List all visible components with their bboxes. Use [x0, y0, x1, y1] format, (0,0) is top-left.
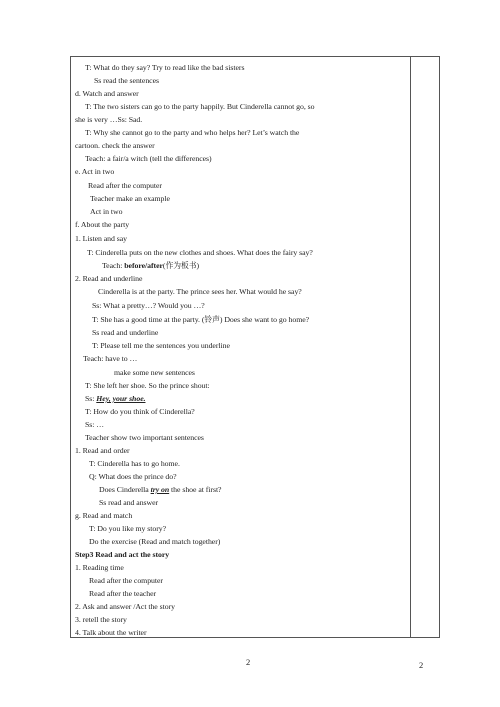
text-line: 3. retell the story: [75, 615, 127, 624]
text-line: g. Read and match: [75, 511, 133, 520]
text-segment: the shoe at first?: [169, 485, 222, 494]
text-line: [102, 261, 199, 271]
page-number-corner: 2: [419, 660, 424, 670]
text-line: T: Cinderella puts on the new clothes and shoes. What does the fairy say?: [87, 248, 313, 257]
text-line: Teacher show two important sentences: [85, 433, 204, 442]
text-line: d. Watch and answer: [75, 89, 139, 98]
text-line: Q: What does the prince do?: [89, 472, 177, 481]
text-line: 1. Reading time: [75, 563, 124, 572]
text-segment: Does Cinderella: [99, 485, 151, 494]
text-line: [85, 394, 146, 404]
text-line: she is very …Ss: Sad.: [75, 115, 143, 124]
text-segment-bold-italic: try on: [150, 485, 170, 494]
text-line: 4. Talk about the writer: [75, 628, 147, 637]
text-line: Read after the computer: [88, 181, 162, 190]
text-line: T: Cinderella has to go home.: [89, 459, 180, 468]
text-line: Ss: What a pretty…? Would you …?: [92, 301, 205, 310]
text-line: Ss read and answer: [99, 498, 159, 507]
text-line: cartoon. check the answer: [75, 141, 155, 150]
section-heading: Step3 Read and act the story: [75, 550, 170, 559]
text-line: Teach: have to …: [83, 354, 138, 363]
text-line: T: What do they say? Try to read like the bad sisters: [85, 63, 245, 72]
text-line: Teach: a fair/a witch (tell the differences): [85, 154, 212, 163]
text-line: e. Act in two: [75, 167, 115, 176]
text-line: Ss read the sentences: [94, 76, 159, 85]
text-line: Ss read and underline: [92, 328, 159, 337]
text-segment: (作为板书): [162, 261, 200, 270]
text-line: make some new sentences: [114, 368, 195, 377]
text-line: T: How do you think of Cinderella?: [85, 407, 195, 416]
text-line: 2. Ask and answer /Act the story: [75, 602, 175, 611]
text-line: Do the exercise (Read and match together): [89, 537, 221, 546]
text-line: 1. Listen and say: [75, 234, 127, 243]
table-column-divider: [410, 56, 411, 638]
text-segment-bold-italic: Hey, your shoe.: [96, 394, 146, 403]
text-line: T: Please tell me the sentences you underline: [92, 341, 230, 350]
text-segment-bold: before/after: [124, 261, 163, 270]
text-line: Cinderella is at the party. The prince sees her. What would he say?: [98, 287, 302, 296]
text-line: Read after the computer: [89, 576, 163, 585]
text-line: T: Why she cannot go to the party and who helps her? Let’s watch the: [85, 128, 300, 137]
text-line: Act in two: [90, 207, 123, 216]
text-line: Ss: …: [85, 420, 105, 429]
text-line: T: She has a good time at the party. (铃声) Does she want to go home?: [92, 315, 310, 324]
text-segment: Ss:: [85, 394, 97, 403]
text-line: T: She left her shoe. So the prince shout:: [85, 381, 210, 390]
page-number: 2: [246, 657, 251, 667]
text-line: [99, 485, 221, 495]
text-line: 2. Read and underline: [75, 274, 143, 283]
text-line: Read after the teacher: [89, 589, 157, 598]
text-line: T: Do you like my story?: [89, 524, 167, 533]
text-line: 1. Read and order: [75, 446, 130, 455]
text-line: Teacher make an example: [90, 194, 170, 203]
text-line: f. About the party: [75, 220, 130, 229]
text-line: T: The two sisters can go to the party happily. But Cinderella cannot go, so: [85, 102, 315, 111]
text-segment: Teach:: [102, 261, 125, 270]
